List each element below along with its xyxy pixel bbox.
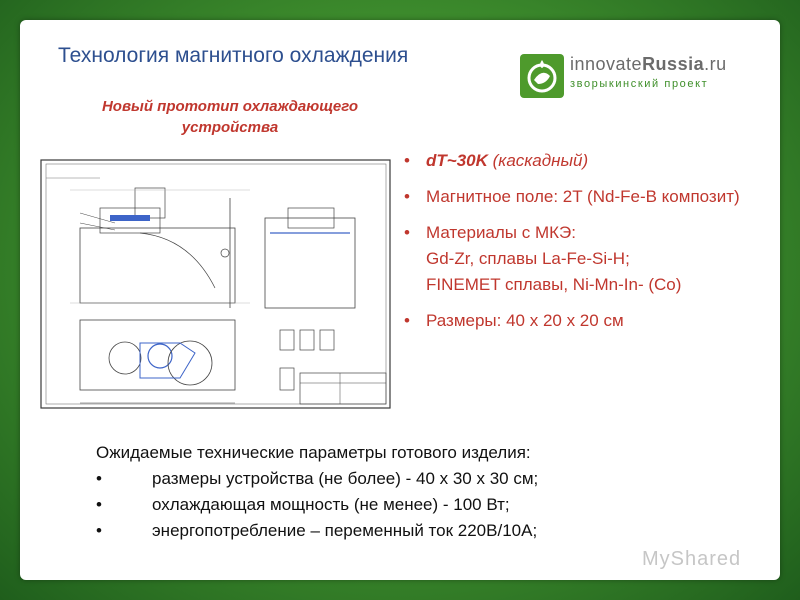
bullet-dot: • bbox=[96, 495, 102, 514]
expected-heading: Ожидаемые технические параметры готового изделия: bbox=[96, 443, 531, 462]
bullet-dot: • bbox=[96, 469, 102, 488]
expected-item bbox=[96, 492, 776, 518]
technical-drawing bbox=[40, 158, 392, 412]
bullet-temperature-value: dT~30K bbox=[426, 151, 488, 170]
bullet-dot: • bbox=[96, 521, 102, 540]
expected-item bbox=[96, 518, 776, 544]
slide bbox=[20, 20, 780, 580]
expected-item bbox=[96, 466, 776, 492]
watermark: MyShared bbox=[642, 548, 742, 570]
logo-brand-prefix: innovate bbox=[570, 54, 643, 74]
expected-item-text: размеры устройства (не более) - 40 х 30 х 30 см; bbox=[152, 469, 539, 488]
innovate-russia-logo-icon bbox=[520, 54, 564, 98]
bullet-dimensions: • Размеры: 40 х 20 х 20 см bbox=[404, 308, 764, 334]
technical-drawing-svg bbox=[40, 158, 392, 412]
logo-subtitle: зворыкинский проект bbox=[570, 78, 709, 90]
expected-item-text: энергопотребление – переменный ток 220В/10А; bbox=[152, 521, 538, 540]
prototype-title-line2: устройства bbox=[181, 119, 279, 136]
expected-parameters bbox=[96, 440, 776, 544]
bullet-materials-line3: FINEMET сплавы, Ni-Mn-In- (Co) bbox=[426, 275, 682, 294]
prototype-title-line1: Новый прототип охлаждающего bbox=[101, 98, 359, 115]
bullet-materials-line2: Gd-Zr, сплавы La-Fe-Si-H; bbox=[426, 249, 630, 268]
bullet-temperature bbox=[404, 148, 764, 174]
logo-brand bbox=[570, 54, 727, 75]
bullet-temperature-note: (каскадный) bbox=[492, 151, 589, 170]
prototype-title bbox=[60, 96, 400, 138]
logo-brand-suffix: .ru bbox=[704, 54, 727, 74]
feature-bullets bbox=[404, 148, 764, 344]
expected-item-text: охлаждающая мощность (не менее) - 100 Вт; bbox=[152, 495, 510, 514]
logo-brand-bold: Russia bbox=[642, 54, 705, 74]
slide-title: Технология магнитного охлаждения bbox=[58, 44, 409, 67]
bullet-materials-line1: • Материалы с МКЭ: bbox=[426, 223, 576, 242]
bullet-materials bbox=[404, 220, 764, 298]
bullet-magnetic-field: • Магнитное поле: 2T (Nd-Fe-B композит) bbox=[404, 184, 764, 210]
logo bbox=[520, 52, 760, 102]
